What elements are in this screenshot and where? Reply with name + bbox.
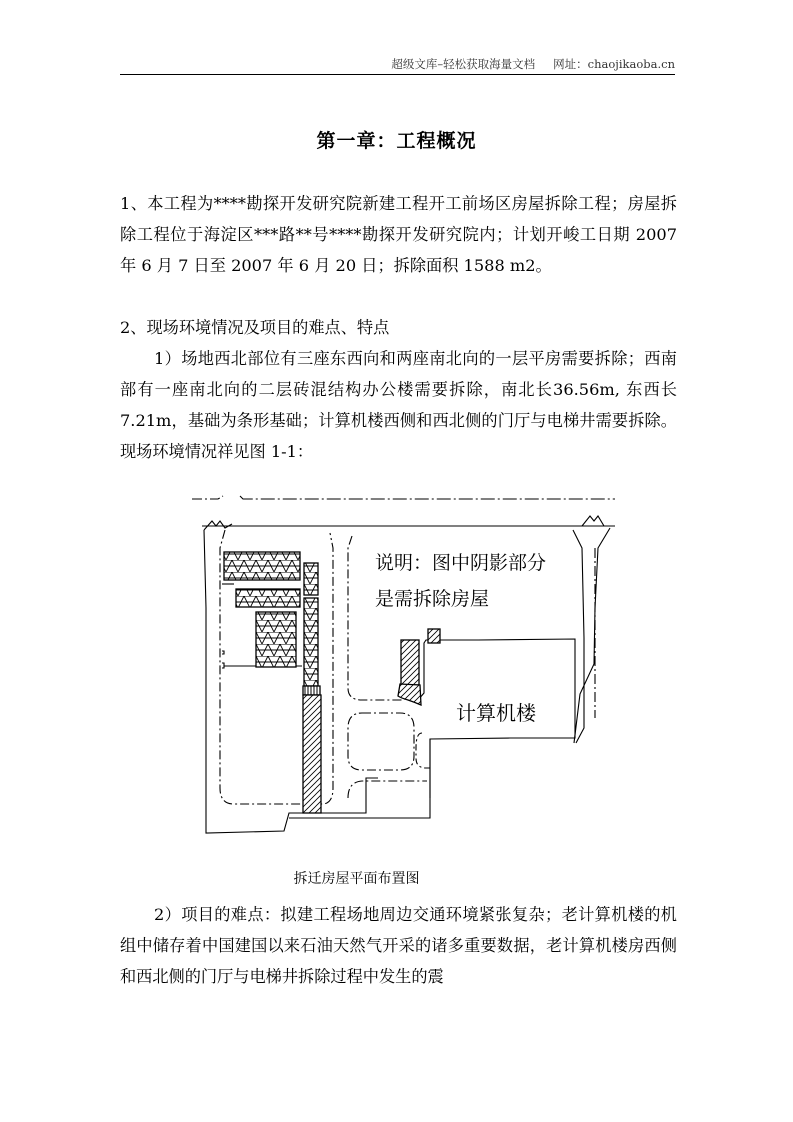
header-site-name: 超级文库–轻松获取海量文档 [391, 57, 536, 71]
site-plan-drawing [190, 488, 620, 838]
site-plan-figure [190, 488, 620, 838]
demolition-building-2 [236, 589, 300, 607]
paragraph-project-difficulties [120, 899, 677, 992]
paragraph-text: 2、现场环境情况及项目的难点、特点 [120, 318, 390, 337]
section-heading-site-environment [120, 312, 677, 343]
paragraph-text: 2）项目的难点：拟建工程场地周边交通环境紧张复杂；老计算机楼的机组中储存着中国建国以来石油天然气开采的诸多重要数据，老计算机楼房西侧和西北侧的门厅与电梯井拆除过程中发生的震 [120, 905, 677, 986]
figure-caption: 拆迁房屋平面布置图 [293, 871, 420, 887]
demolition-elevator-shaft [428, 629, 440, 643]
chapter-title: 第一章：工程概况 [316, 130, 477, 152]
demolition-building-3 [256, 612, 296, 667]
paragraph-text: 1）场地西北部位有三座东西向和两座南北向的一层平房需要拆除；西南部有一座南北向的二层砖混结构办公楼需要拆除，南北长36.56m, 东西长 7.21m，基础为条形基础；计算机楼西侧和西北侧的门厅与电梯井需要拆除。现场环境情况祥见图 1-1： [120, 349, 677, 461]
demolition-stairs [303, 686, 320, 695]
page-header [120, 56, 675, 75]
paragraph-text: 1、本工程为****勘探开发研究院新建工程开工前场区房屋拆除工程；房屋拆除工程位于海淀区***路**号****勘探开发研究院内；计划开峻工日期 2007 年 6 月 7 日至 2007 年 6 月 20 日；拆除面积 1588 m2。 [120, 194, 677, 275]
paragraph-site-description [120, 343, 677, 467]
figure-note-line2: 是需拆除房屋 [375, 588, 490, 610]
demolition-building-1 [224, 552, 300, 580]
figure-note-line1: 说明：图中阴影部分 [375, 552, 547, 574]
paragraph-project-overview [120, 188, 677, 281]
demolition-building-5 [304, 598, 318, 686]
demolition-lobby [401, 640, 419, 685]
header-url-link[interactable]: chaojikaoba.cn [587, 57, 675, 71]
demolition-office-building [303, 695, 321, 813]
header-url-label: 网址： [553, 57, 588, 71]
computer-building-label: 计算机楼 [456, 701, 536, 725]
demolition-building-4 [304, 563, 318, 595]
